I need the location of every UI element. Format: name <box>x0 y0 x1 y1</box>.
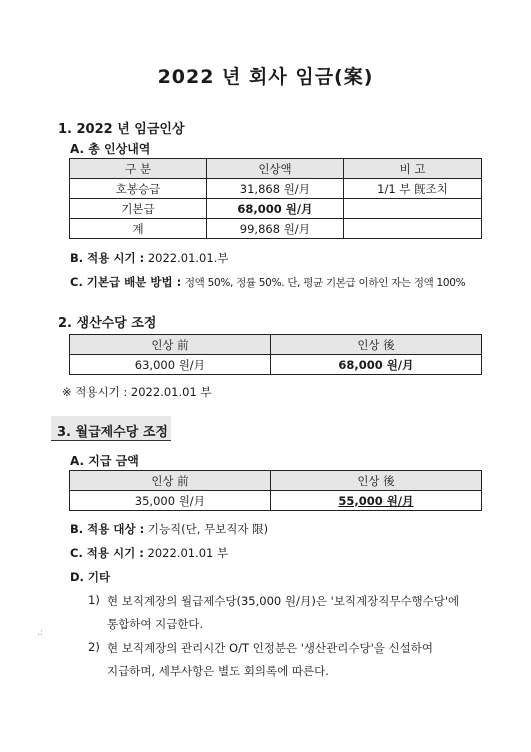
header-before: 인상 前 <box>70 471 271 491</box>
header-before: 인상 前 <box>70 335 271 355</box>
cell-after-value: 55,000 원/月 <box>338 493 414 508</box>
s3-apply-date-label: C. 적용 시기 : <box>70 546 144 560</box>
s3-target-line <box>70 521 268 537</box>
section-1-sub-a: A. 총 인상내역 <box>70 142 151 156</box>
cell-category: 기본급 <box>70 199 207 219</box>
raise-summary-table <box>69 158 482 239</box>
s1-distribution-label: C. 기본급 배분 방법 : <box>70 275 182 289</box>
table-header-row <box>70 159 482 179</box>
table-row <box>70 179 482 199</box>
header-remarks: 비 고 <box>344 159 482 179</box>
cell-after <box>271 491 482 511</box>
section-3-heading-box <box>51 416 171 441</box>
cell-amount: 68,000 원/月 <box>207 199 344 219</box>
section-3-heading: 3. 월급제수당 조정 <box>57 425 168 440</box>
s3-apply-date-line <box>70 545 228 561</box>
cell-remarks <box>344 219 482 239</box>
table-header-row <box>70 335 482 355</box>
table-header-row <box>70 471 482 491</box>
s3-target-label: B. 적용 대상 : <box>70 522 145 536</box>
document-title: 2022 년 회사 임금(案) <box>157 66 374 88</box>
header-category: 구 분 <box>70 159 207 179</box>
cell-category: 계 <box>70 219 207 239</box>
list-item-1-line1: 현 보직계장의 월급제수당(35,000 원/月)은 '보직계장직무수행수당'에 <box>107 594 460 608</box>
cell-amount: 99,868 원/月 <box>207 219 344 239</box>
cell-after: 68,000 원/月 <box>271 355 482 375</box>
section-2-heading: 2. 생산수당 조정 <box>58 316 157 331</box>
cell-amount: 31,868 원/月 <box>207 179 344 199</box>
section-3-sub-a: A. 지급 금액 <box>70 454 139 468</box>
s1-distribution-value: 정액 50%, 정률 50%. 단, 평균 기본급 이하인 자는 정액 100% <box>184 277 466 289</box>
header-after: 인상 後 <box>271 471 482 491</box>
cell-remarks: 1/1 부 旣조치 <box>344 179 482 199</box>
s3-target-value: 기능직(단, 무보직자 限) <box>147 522 269 536</box>
table-row <box>70 491 482 511</box>
section-1-heading: 1. 2022 년 임금인상 <box>58 122 185 137</box>
table-row <box>70 219 482 239</box>
margin-mark: .: <box>37 628 43 638</box>
table-row <box>70 355 482 375</box>
header-after: 인상 後 <box>271 335 482 355</box>
list-item-2-line1: 현 보직계장의 관리시간 O/T 인정분은 '생산관리수당'을 신설하여 <box>107 641 433 655</box>
cell-before: 35,000 원/月 <box>70 491 271 511</box>
monthly-allowance-table <box>69 470 482 511</box>
list-item-2-line2: 지급하며, 세부사항은 별도 회의록에 따른다. <box>107 664 329 678</box>
table-row <box>70 199 482 219</box>
s1-apply-date-line <box>70 250 228 266</box>
cell-category: 호봉승급 <box>70 179 207 199</box>
cell-before: 63,000 원/月 <box>70 355 271 375</box>
production-allowance-table <box>69 334 482 375</box>
s1-apply-date-label: B. 적용 시기 : <box>70 251 145 265</box>
header-amount: 인상액 <box>207 159 344 179</box>
s3-other-label: D. 기타 <box>70 570 111 584</box>
s3-apply-date-value: 2022.01.01 부 <box>147 546 229 560</box>
list-item-1-line2: 통합하여 지급한다. <box>107 617 204 631</box>
s2-note: ※ 적용시기 : 2022.01.01 부 <box>62 385 212 399</box>
list-item-2-num: 2) <box>88 640 100 654</box>
s1-apply-date-value: 2022.01.01.부 <box>147 251 229 265</box>
list-item-1-num: 1) <box>88 593 100 607</box>
cell-remarks <box>344 199 482 219</box>
s1-distribution-line <box>70 274 465 290</box>
